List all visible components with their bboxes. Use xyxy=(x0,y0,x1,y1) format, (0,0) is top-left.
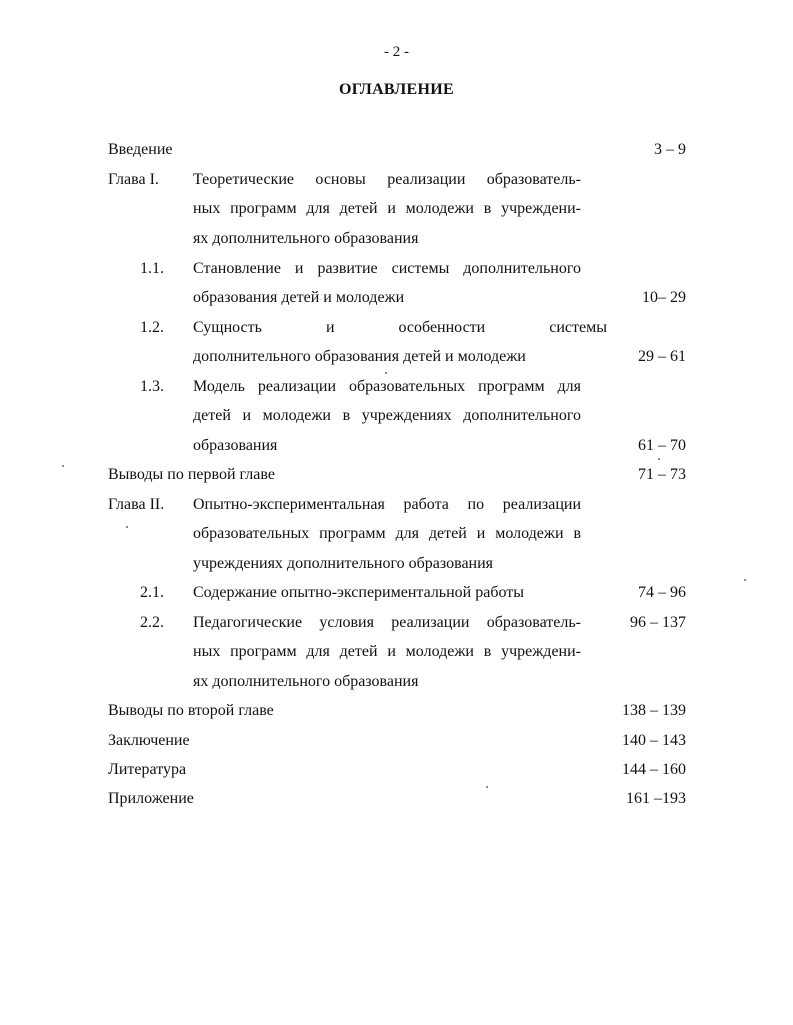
toc-text-line: ях дополнительного образования xyxy=(193,230,419,247)
toc-text-line: образования детей и молодежи xyxy=(193,289,405,306)
toc-label-conclusion: Заключение xyxy=(108,732,190,749)
toc-text-line: Сущность и особенности системы xyxy=(193,319,607,336)
scan-speck xyxy=(62,465,64,467)
toc-text-line: Содержание опытно-экспериментальной работы xyxy=(193,584,524,601)
toc-pages-section-2-1: 74 – 96 xyxy=(638,584,686,601)
scan-speck xyxy=(658,458,660,460)
toc-text-line: Становление и развитие системы дополнительного xyxy=(193,260,581,277)
toc-text-line: Теоретические основы реализации образователь- xyxy=(193,171,581,188)
toc-text-line: образовательных программ для детей и молодежи в xyxy=(193,525,581,542)
scan-speck xyxy=(744,579,746,581)
toc-text-line: ных программ для детей и молодежи в учреждени- xyxy=(193,200,581,217)
toc-label-introduction: Введение xyxy=(108,141,173,158)
toc-pages-section-1-1: 10– 29 xyxy=(642,289,686,306)
toc-text-line: Опытно-экспериментальная работа по реализации xyxy=(193,496,581,513)
toc-text-line: дополнительного образования детей и молодежи xyxy=(193,348,526,365)
toc-label-literature: Литература xyxy=(108,761,187,778)
toc-label-section-1-2: 1.2. xyxy=(140,319,164,336)
page-number: - 2 - xyxy=(384,44,409,60)
toc-label-chapter-1: Глава I. xyxy=(108,171,159,188)
toc-pages-conclusion: 140 – 143 xyxy=(622,732,686,749)
toc-pages-section-1-2: 29 – 61 xyxy=(638,348,686,365)
toc-label-section-2-2: 2.2. xyxy=(140,614,164,631)
toc-label-section-2-1: 2.1. xyxy=(140,584,164,601)
toc-text-line: учреждениях дополнительного образования xyxy=(193,555,494,572)
toc-label-section-1-3: 1.3. xyxy=(140,378,164,395)
toc-text-line: детей и молодежи в учреждениях дополнительного xyxy=(193,407,581,424)
toc-label-appendix: Приложение xyxy=(108,790,194,807)
toc-label-section-1-1: 1.1. xyxy=(140,260,164,277)
toc-label-chapter-2-conclusions: Выводы по второй главе xyxy=(108,702,274,719)
toc-pages-introduction: 3 – 9 xyxy=(654,141,686,158)
scan-speck xyxy=(486,786,488,788)
toc-pages-section-2-2: 96 – 137 xyxy=(630,614,686,631)
toc-pages-chapter-1-conclusions: 71 – 73 xyxy=(638,466,686,483)
scan-speck xyxy=(126,526,128,528)
toc-label-chapter-2: Глава II. xyxy=(108,496,165,513)
page-title: ОГЛАВЛЕНИЕ xyxy=(339,81,454,98)
toc-text-line: Педагогические условия реализации образователь- xyxy=(193,614,581,631)
scan-speck xyxy=(385,372,387,374)
toc-pages-appendix: 161 –193 xyxy=(626,790,686,807)
toc-pages-literature: 144 – 160 xyxy=(622,761,686,778)
toc-text-line: образования xyxy=(193,437,278,454)
toc-pages-section-1-3: 61 – 70 xyxy=(638,437,686,454)
toc-text-line: Модель реализации образовательных программ для xyxy=(193,378,581,395)
toc-pages-chapter-2-conclusions: 138 – 139 xyxy=(622,702,686,719)
toc-text-line: ных программ для детей и молодежи в учреждени- xyxy=(193,643,581,660)
toc-label-chapter-1-conclusions: Выводы по первой главе xyxy=(108,466,275,483)
toc-text-line: ях дополнительного образования xyxy=(193,673,419,690)
